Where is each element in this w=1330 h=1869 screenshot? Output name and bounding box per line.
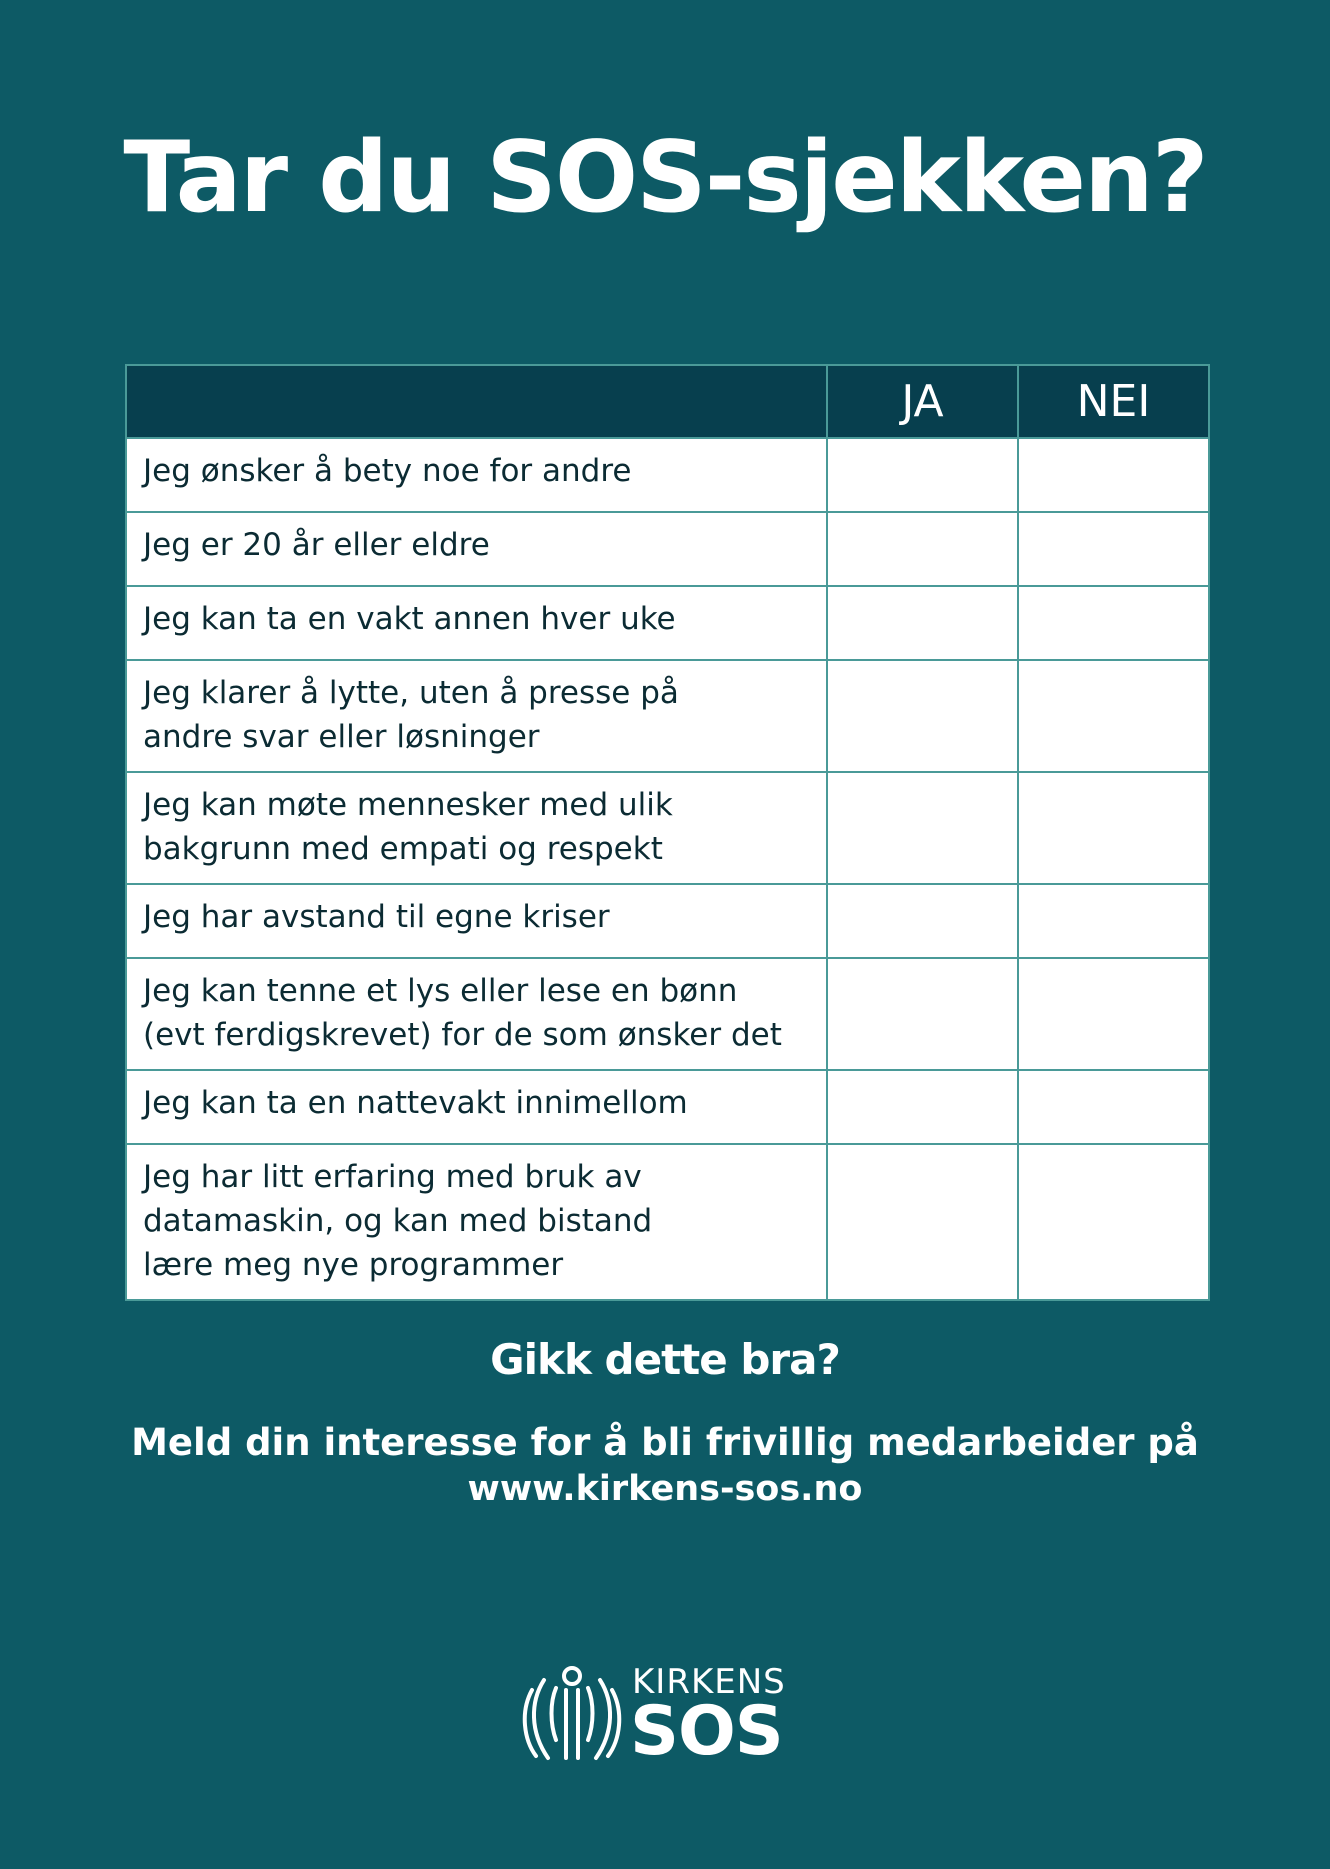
- table-row: [126, 438, 1209, 512]
- cta-heading: Gikk dette bra?: [490, 1335, 840, 1384]
- no-checkbox-cell[interactable]: [1018, 884, 1209, 958]
- statement-text: Jeg har litt erfaring med bruk av datamaskin, og kan med bistand lære meg nye programmer: [126, 1144, 827, 1300]
- statement-text: Jeg klarer å lytte, uten å presse på andre svar eller løsninger: [126, 660, 827, 772]
- statement-text: Jeg er 20 år eller eldre: [126, 512, 827, 586]
- table-row: [126, 958, 1209, 1070]
- yes-checkbox-cell[interactable]: [827, 772, 1018, 884]
- kirkens-sos-logo: [522, 1660, 812, 1771]
- column-header-yes: JA: [827, 365, 1018, 438]
- no-checkbox-cell[interactable]: [1018, 772, 1209, 884]
- table-row: [126, 512, 1209, 586]
- no-checkbox-cell[interactable]: [1018, 512, 1209, 586]
- logo-text-sos: SOS: [630, 1692, 783, 1771]
- yes-checkbox-cell[interactable]: [827, 884, 1018, 958]
- statement-text: Jeg kan ta en vakt annen hver uke: [126, 586, 827, 660]
- yes-checkbox-cell[interactable]: [827, 660, 1018, 772]
- column-header-no: NEI: [1018, 365, 1209, 438]
- cta-text: Meld din interesse for å bli frivillig medarbeider på: [131, 1421, 1199, 1464]
- no-checkbox-cell[interactable]: [1018, 438, 1209, 512]
- yes-checkbox-cell[interactable]: [827, 438, 1018, 512]
- no-checkbox-cell[interactable]: [1018, 958, 1209, 1070]
- kirkens-sos-logo-icon: [522, 1662, 622, 1766]
- table-row: [126, 586, 1209, 660]
- no-checkbox-cell[interactable]: [1018, 1144, 1209, 1300]
- yes-checkbox-cell[interactable]: [827, 512, 1018, 586]
- yes-checkbox-cell[interactable]: [827, 958, 1018, 1070]
- yes-checkbox-cell[interactable]: [827, 1144, 1018, 1300]
- no-checkbox-cell[interactable]: [1018, 660, 1209, 772]
- table-row: [126, 1144, 1209, 1300]
- table-row: [126, 772, 1209, 884]
- page-title: Tar du SOS-sjekken?: [123, 121, 1207, 235]
- no-checkbox-cell[interactable]: [1018, 1070, 1209, 1144]
- table-row: [126, 1070, 1209, 1144]
- yes-checkbox-cell[interactable]: [827, 586, 1018, 660]
- statement-text: Jeg ønsker å bety noe for andre: [126, 438, 827, 512]
- table-header-row: [126, 365, 1209, 438]
- yes-checkbox-cell[interactable]: [827, 1070, 1018, 1144]
- statement-text: Jeg kan ta en nattevakt innimellom: [126, 1070, 827, 1144]
- statement-text: Jeg kan tenne et lys eller lese en bønn (evt ferdigskrevet) for de som ønsker det: [126, 958, 827, 1070]
- table-row: [126, 660, 1209, 772]
- logo-text-kirkens: KIRKENS: [632, 1662, 786, 1702]
- header-blank-cell: [126, 365, 827, 438]
- website-link[interactable]: www.kirkens-sos.no: [467, 1469, 863, 1509]
- statement-text: Jeg har avstand til egne kriser: [126, 884, 827, 958]
- no-checkbox-cell[interactable]: [1018, 586, 1209, 660]
- table-row: [126, 884, 1209, 958]
- statement-text: Jeg kan møte mennesker med ulik bakgrunn med empati og respekt: [126, 772, 827, 884]
- checklist-table: [125, 364, 1210, 1301]
